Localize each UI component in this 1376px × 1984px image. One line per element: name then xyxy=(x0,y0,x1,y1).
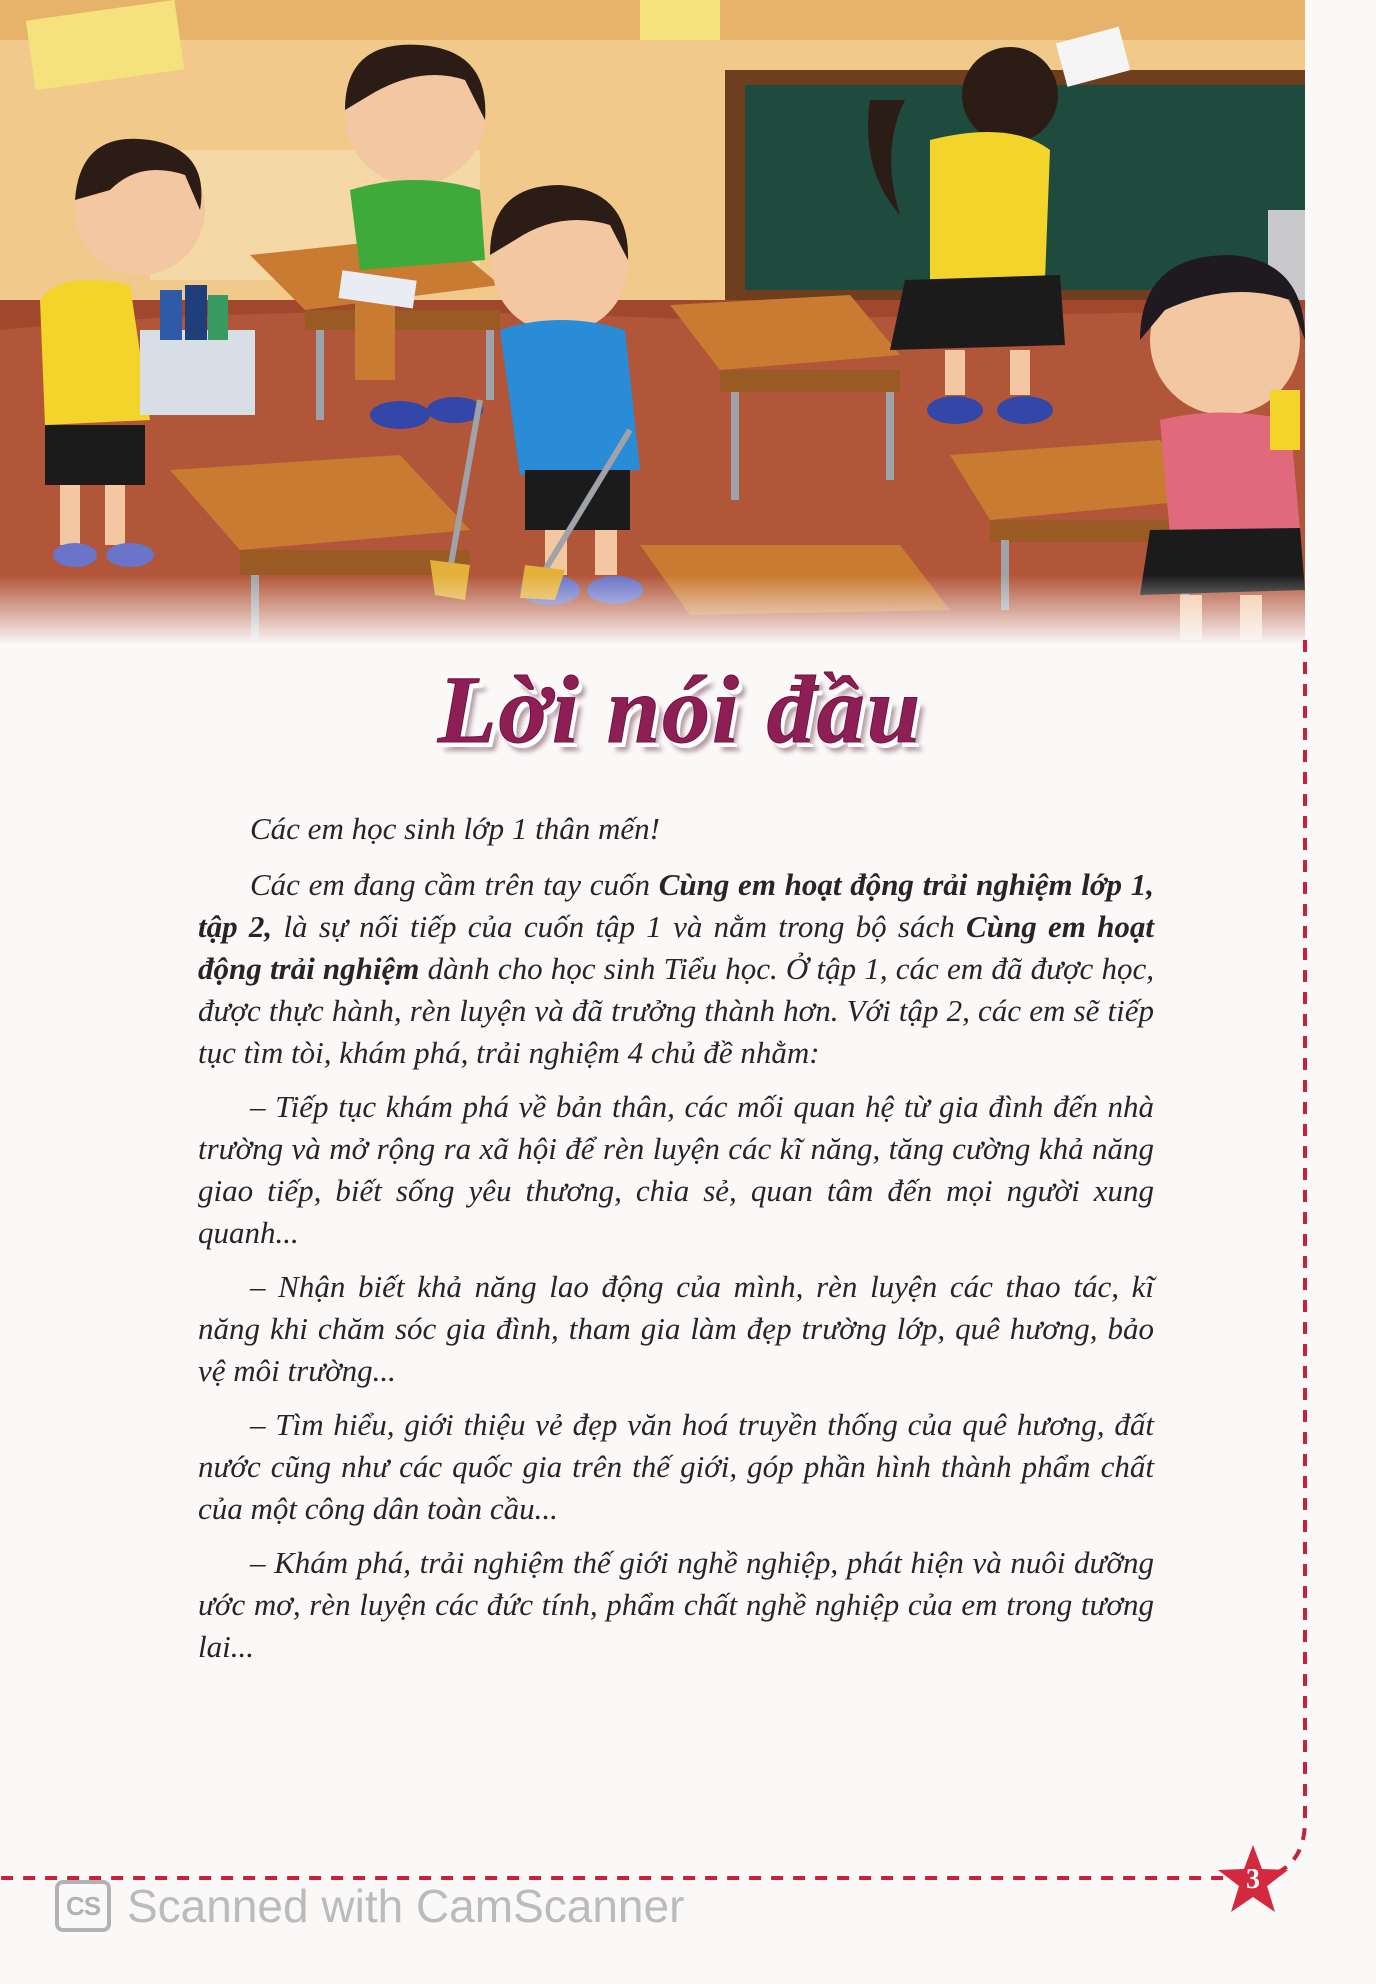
camscanner-watermark xyxy=(55,1876,755,1936)
intro-paragraph: Các em đang cầm trên tay cuốn Cùng em hoạt động trải nghiệm lớp 1, tập 2, là sự nối tiếp của cuốn tập 1 và nằm trong bộ sách Cùng em hoạt động trải nghiệm dành cho học sinh Tiểu học. Ở tập 1, các em đã được học, được thực hành, rèn luyện và đã trưởng thành hơn. Với tập 2, các em sẽ tiếp tục tìm tòi, khám phá, trải nghiệm 4 chủ đề nhằm: xyxy=(198,867,1154,1070)
bullet-paragraph: – Tìm hiểu, giới thiệu vẻ đẹp văn hoá truyền thống của quê hương, đất nước cũng như các quốc gia trên thế giới, góp phần hình thành phẩm chất của một công dân toàn cầu... xyxy=(198,1407,1154,1526)
series-title: Cùng em hoạt động trải nghiệm xyxy=(198,909,1154,986)
preface-body xyxy=(198,808,1154,1680)
bullet-paragraph: – Nhận biết khả năng lao động của mình, rèn luyện các thao tác, kĩ năng khi chăm sóc gia đình, tham gia làm đẹp trường lớp, quê hương, bảo vệ môi trường... xyxy=(198,1269,1154,1388)
page-title: Lời nói đầu xyxy=(437,656,923,763)
book-title: Cùng em hoạt động trải nghiệm lớp 1, tập 2, xyxy=(198,867,1154,944)
page-number: 3 xyxy=(1246,1864,1260,1895)
greeting: Các em học sinh lớp 1 thân mến! xyxy=(250,811,661,846)
camscanner-logo-icon: CS xyxy=(55,1880,111,1932)
classroom-cleaning-illustration xyxy=(0,0,1305,645)
bullet-paragraph: – Tiếp tục khám phá về bản thân, các mối quan hệ từ gia đình đến nhà trường và mở rộng ra xã hội để rèn luyện các kĩ năng, tăng cường khả năng giao tiếp, biết sống yêu thương, chia sẻ, quan tâm đến mọi người xung quanh... xyxy=(198,1089,1154,1250)
bullet-paragraph: – Khám phá, trải nghiệm thế giới nghề nghiệp, phát hiện và nuôi dưỡng ước mơ, rèn luyện các đức tính, phẩm chất nghề nghiệp của em trong tương lai... xyxy=(198,1545,1154,1664)
watermark-text: Scanned with CamScanner xyxy=(127,1880,685,1932)
